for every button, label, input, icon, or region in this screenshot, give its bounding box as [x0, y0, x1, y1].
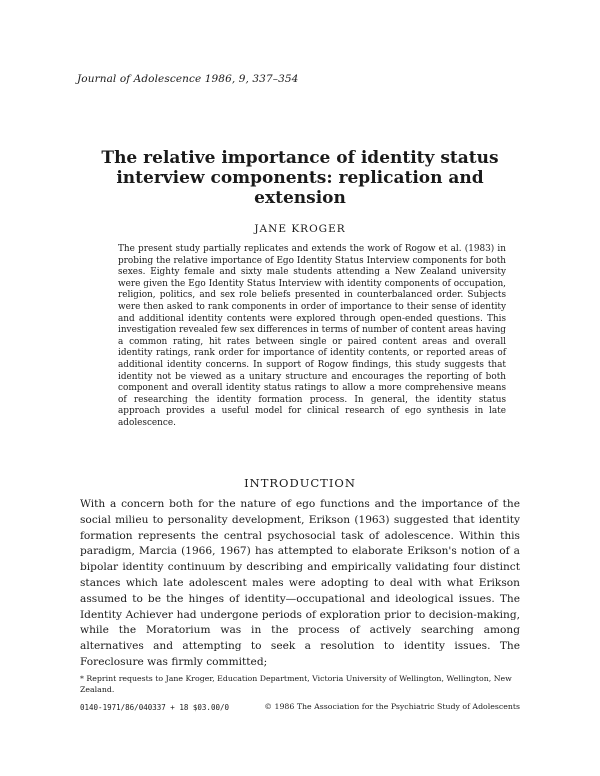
- journal-reference: Journal of Adolescence 1986, 9, 337–354: [77, 73, 299, 85]
- copyright-notice: © 1986 The Association for the Psychiatric Study of Adolescents: [264, 702, 520, 711]
- article-code: 0140-1971/86/040337 + 18 $03.00/0: [80, 703, 230, 712]
- section-heading: INTRODUCTION: [244, 476, 356, 490]
- abstract: The present study partially replicates and extends the work of Rogow et al. (1983) in probing the relative importance of Ego Identity Status Interview components for both sexes. Eighty female and sixty male students attending a New Zealand university were given the Ego Identity Status Interview with identity components of occupation, religion, politics, and sex role beliefs presented in counterbalanced order. Subjects were then asked to rank components in order of importance to their sense of identity and additional identity contents were explored through open-ended questions. This investigation revealed few sex differences in terms of number of content areas having a common rating, hit rates between single or paired content areas and overall identity ratings, rank order for importance of identity contents, or reported areas of additional identity concerns. In support of Rogow findings, this study suggests that identity not be viewed as a unitary structure and encourages the reporting of both component and overall identity status ratings to allow a more comprehensive means of researching the identity formation process. In general, the identity status approach provides a useful model for clinical research of ego synthesis in late adolescence.: [118, 244, 506, 428]
- author-name: JANE KROGER: [254, 223, 346, 235]
- article-title: The relative importance of identity status interview components: replication and extension: [101, 148, 499, 208]
- footnote: * Reprint requests to Jane Kroger, Education Department, Victoria University of Wellington, Wellington, New Zealand.: [80, 674, 512, 694]
- body-paragraph: With a concern both for the nature of ego functions and the importance of the social milieu to personality development, Erikson (1963) suggested that identity formation represents the central psychosocial task of adolescence. Within this paradigm, Marcia (1966, 1967) has attempted to elaborate Erikson's notion of a bipolar identity continuum by describing and empirically validating four distinct stances which late adolescent males were adopting to deal with what Erikson assumed to be the hinges of identity—occupational and ideological issues. The Identity Achiever had undergone periods of exploration prior to decision-making, while the Moratorium was in the process of actively searching among alternatives and attempting to seek a resolution to identity issues. The Foreclosure was firmly committed;: [80, 498, 520, 668]
